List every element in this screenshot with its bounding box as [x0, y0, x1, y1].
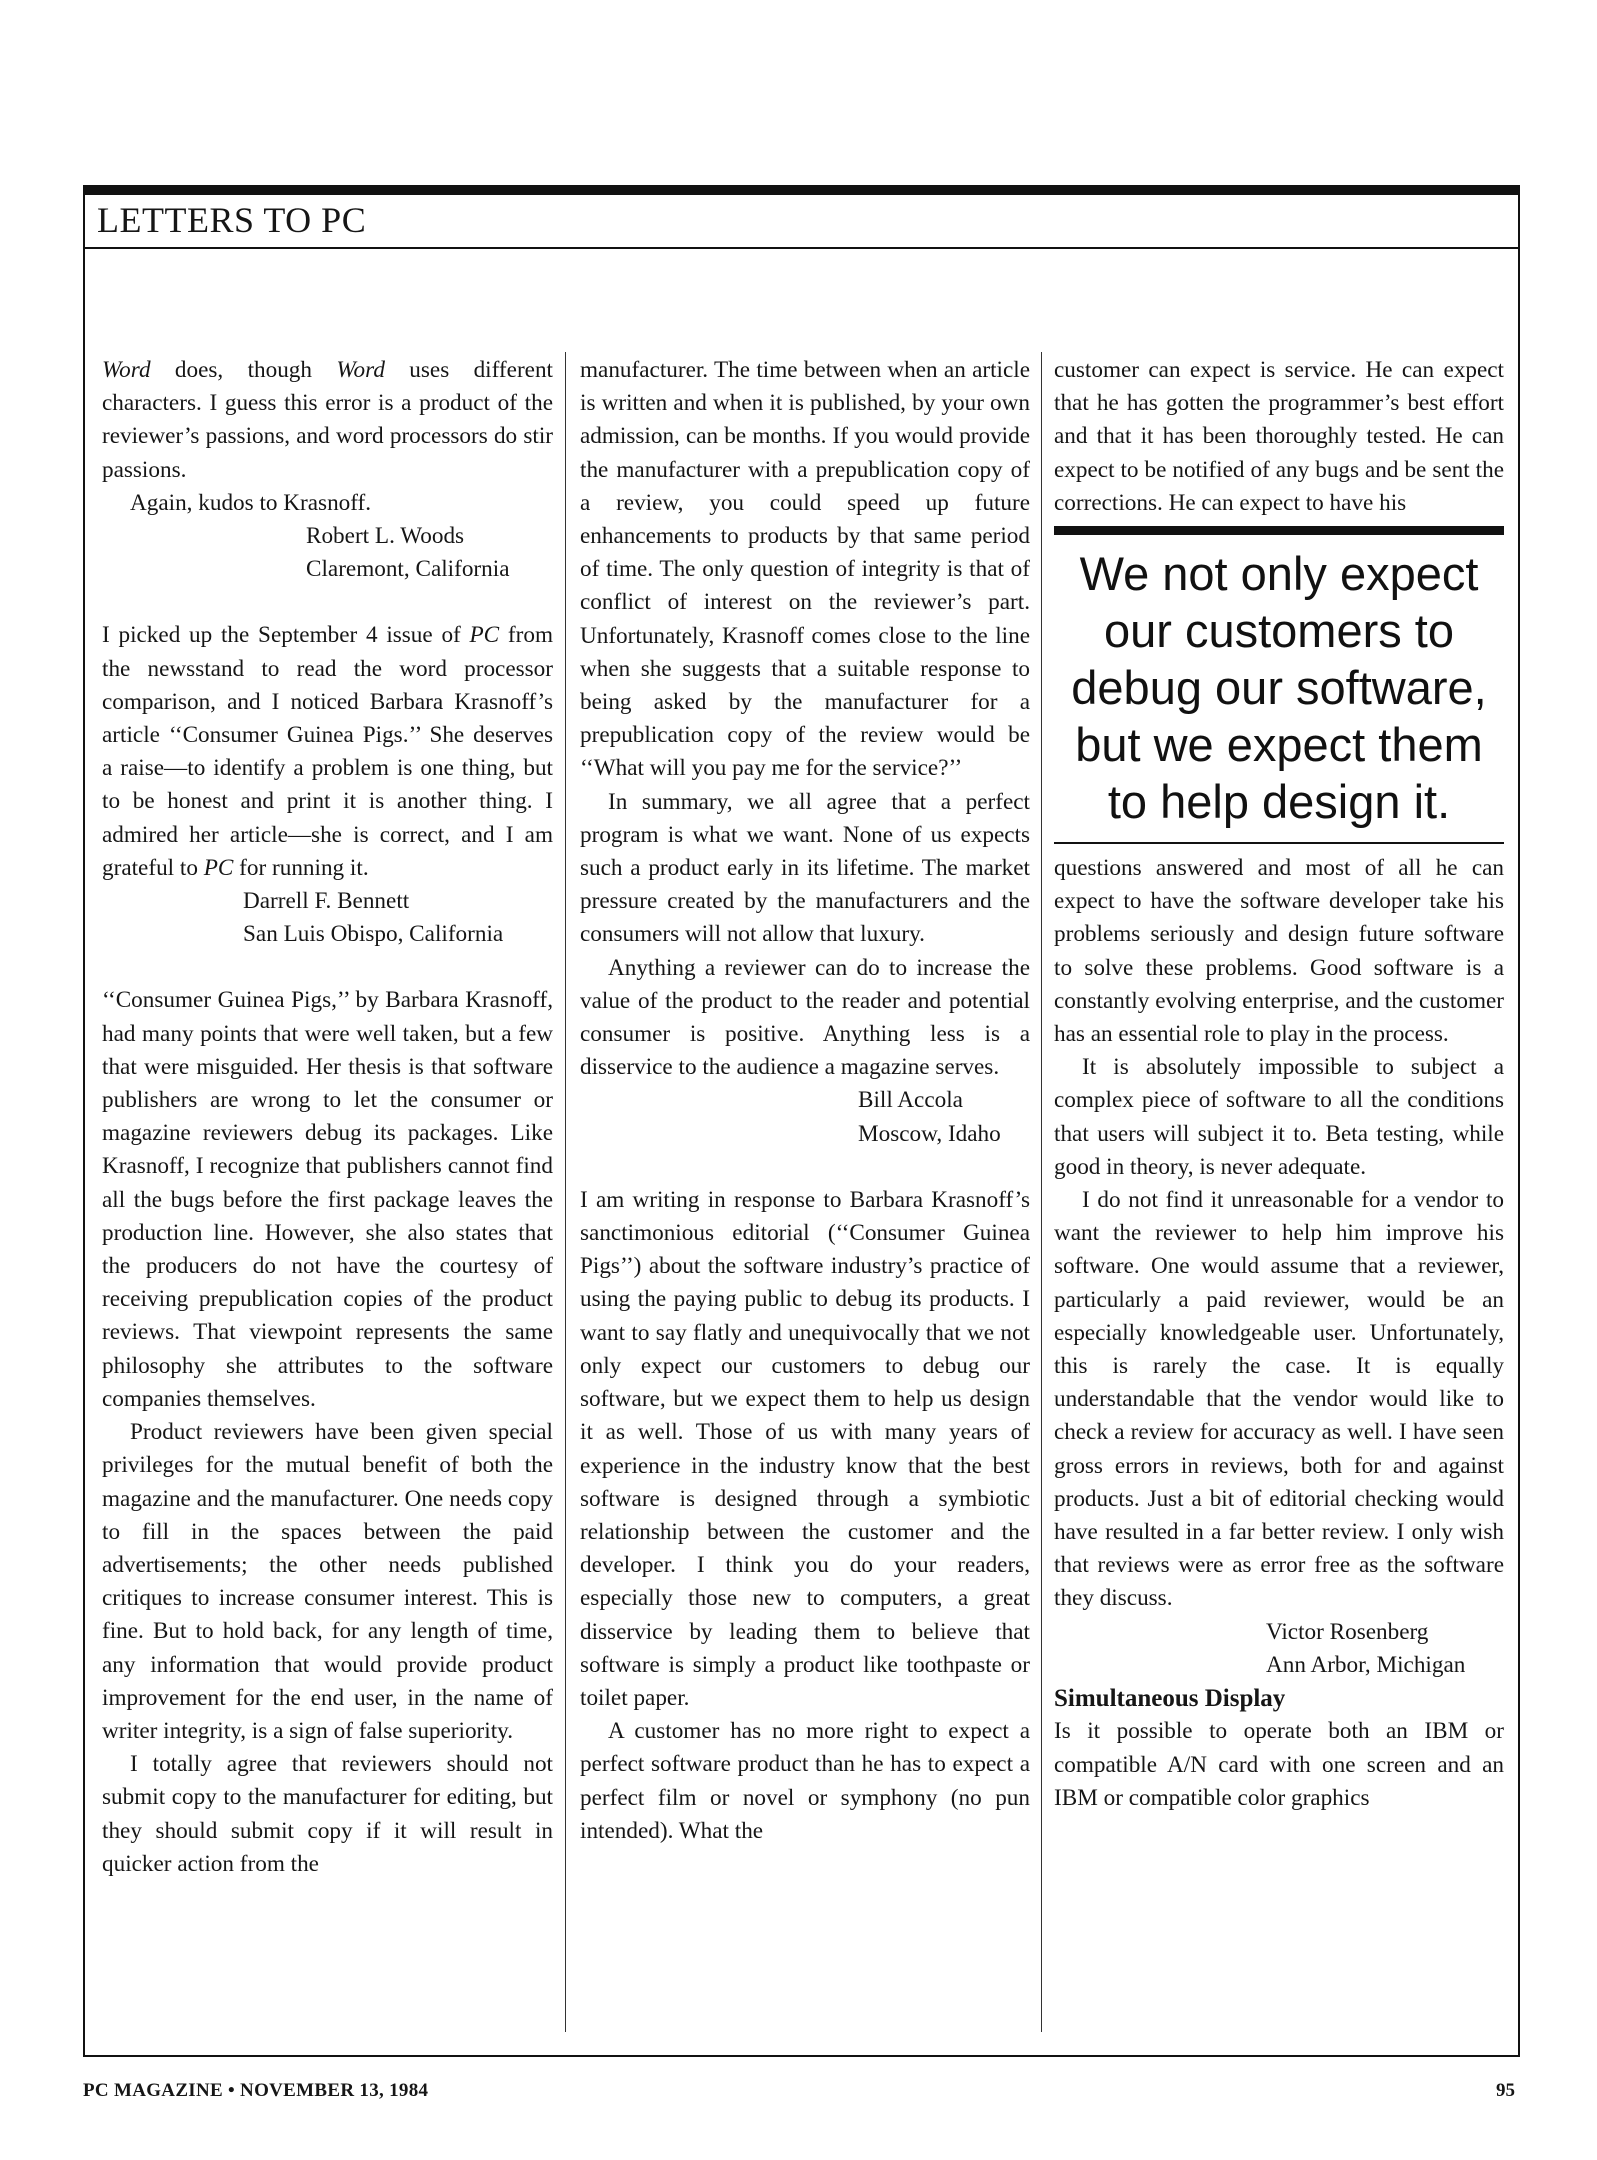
signature-name: Robert L. Woods [306, 523, 465, 550]
subheading: Simultaneous Display [1054, 1685, 1286, 1713]
page-number: 95 [1496, 2080, 1515, 2101]
paragraph: customer can expect is service. He can expect that he has gotten the programmer’s best effort and that it has been thoroughly tested. He can expect to be notified of any bugs and be sent the corrections. He can expect to have his [1054, 357, 1504, 516]
paragraph: It is absolutely impossible to subject a complex piece of software to all the conditions that users will subject it to. Beta testing, while good in theory, is never adequate. [1054, 1054, 1504, 1180]
footer-issue: PC MAGAZINE • NOVEMBER 13, 1984 [83, 2080, 429, 2101]
column-1 [102, 354, 553, 1881]
column-divider [565, 352, 566, 2032]
pull-quote-rule [1054, 526, 1504, 535]
signature-place: Ann Arbor, Michigan [1266, 1651, 1466, 1678]
signature-name: Bill Accola [858, 1087, 963, 1114]
paragraph: I picked up the September 4 issue of PC from the newsstand to read the word processor comparison, and I noticed Barbara Krasnoff’s article ‘‘Consumer Guinea Pigs.’’ She deserves a raise—to identify a problem is one thing, but to be honest and print it is another thing. I admired her article—she is correct, and I am grateful to PC for running it. [102, 622, 553, 881]
paragraph: In summary, we all agree that a perfect program is what we want. None of us expects such a product early in its lifetime. The market pressure created by the manufacturers and the consumers will not allow that luxury. [580, 788, 1030, 948]
signature-name: Darrell F. Bennett [243, 888, 410, 915]
column-divider [1041, 352, 1042, 2032]
paragraph: I am writing in response to Barbara Krasnoff’s sanctimonious editorial (‘‘Consumer Guinea Pigs’’) about the software industry’s practice of using the paying public to debug its products. I want to say flatly and unequivocally that we not only expect our customers to debug our software, but we expect them to help us design it as well. Those of us with many years of experience in the industry know that the best software is designed through a symbiotic relationship between the customer and the developer. I think you do your readers, especially those new to computers, a great disservice by leading them to believe that software is simply a product like toothpaste or toilet paper. [580, 1186, 1030, 1711]
paragraph: Is it possible to operate both an IBM or compatible A/N card with one screen and an IBM or compatible color graphics [1054, 1718, 1504, 1811]
paragraph: Product reviewers have been given special privileges for the mutual benefit of both the magazine and the manufacturer. One needs copy to fill in the spaces between the paid advertisements; the other needs published critiques to increase consumer interest. This is fine. But to hold back, for any length of time, any information that would provide product improvement for the end user, in the name of writer integrity, is a sign of false superiority. [102, 1419, 553, 1744]
column-2 [580, 354, 1030, 1848]
paragraph: A customer has no more right to expect a perfect software product than he has to expect a perfect film or novel or symphony (no pun intended). What the [580, 1718, 1030, 1844]
paragraph: I do not find it unreasonable for a vendor to want the reviewer to help him improve his software. One would assume that a reviewer, particularly a paid reviewer, would be an especially knowledgeable user. Unfortunately, this is rarely the case. It is equally understandable that the vendor would like to check a review for accuracy as well. I have seen gross errors in reviews, both for and against products. Just a bit of editorial checking would have resulted in a far better review. I only wish that reviews were as error free as the software they discuss. [1054, 1187, 1504, 1612]
pull-quote-box [1054, 526, 1504, 844]
column-3 [1054, 354, 1504, 1815]
paragraph: Again, kudos to Krasnoff. [130, 489, 372, 516]
paragraph: Anything a reviewer can do to increase the value of the product to the reader and potential consumer is positive. Anything less is a disservice to the audience a magazine serves. [580, 954, 1030, 1081]
header-rule [83, 185, 1520, 195]
paragraph: I totally agree that reviewers should not submit copy to the manufacturer for editing, but they should submit copy if it will result in quicker action from the [102, 1751, 553, 1877]
pull-quote: We not only expect our customers to debug our software, but we expect them to help design it. [1071, 547, 1487, 829]
paragraph: ‘‘Consumer Guinea Pigs,’’ by Barbara Krasnoff, had many points that were well taken, but a few that were misguided. Her thesis is that software publishers are wrong to let the consumer or magazine reviewers debug its packages. Like Krasnoff, I recognize that publishers cannot find all the bugs before the first package leaves the production line. However, she also states that the producers do not have the courtesy of receiving prepublication copies of the product reviews. That viewpoint represents the same philosophy she attributes to the software companies themselves. [102, 987, 553, 1412]
section-header [83, 195, 1520, 249]
pull-quote-rule [1054, 842, 1504, 844]
paragraph: questions answered and most of all he can expect to have the software developer take his problems seriously and design future software to solve these problems. Good software is a constantly evolving enterprise, and the customer has an essential role to play in the process. [1054, 855, 1504, 1048]
signature-place: Claremont, California [306, 556, 510, 583]
signature-place: San Luis Obispo, California [243, 921, 504, 948]
section-title: LETTERS TO PC [97, 200, 367, 240]
signature-name: Victor Rosenberg [1266, 1618, 1429, 1645]
paragraph: manufacturer. The time between when an article is written and when it is published, by your own admission, can be months. If you would provide the manufacturer with a prepublication copy of a review, you could speed up future enhancements to products by that same period of time. The only question of integrity is that of conflict of interest on the reviewer’s part. Unfortunately, Krasnoff comes close to the line when she suggests that a suitable response to being asked by the manufacturer for a prepublication copy of the review would be ‘‘What will you pay me for the service?’’ [580, 357, 1030, 782]
paragraph: Word does, though Word uses different characters. I guess this error is a product of the reviewer’s passions, and word processors do stir passions. [102, 357, 553, 483]
signature-place: Moscow, Idaho [858, 1120, 1001, 1147]
